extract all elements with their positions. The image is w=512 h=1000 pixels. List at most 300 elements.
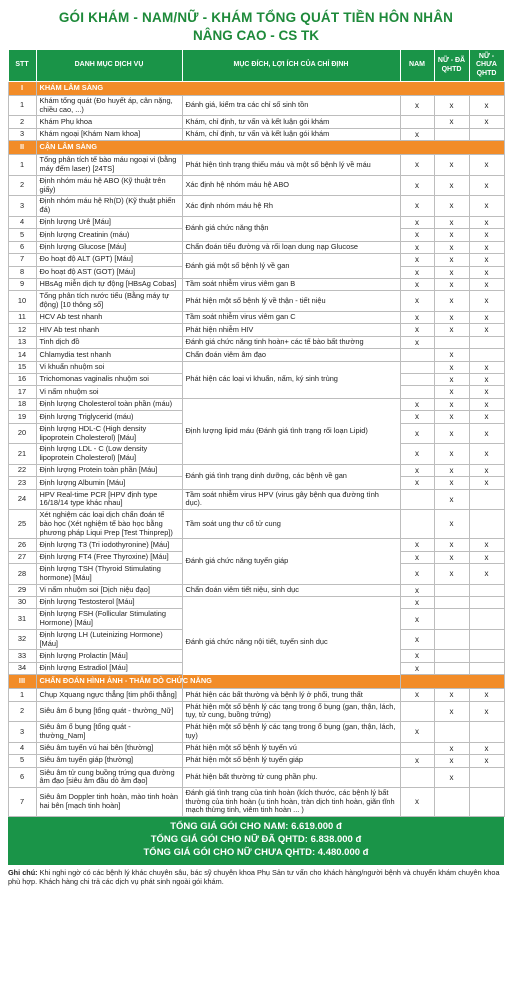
table-row	[8, 155, 504, 175]
mark-female-married: x	[434, 349, 469, 361]
mark-male: x	[400, 291, 434, 311]
mark-male: x	[400, 788, 434, 817]
purpose-cell: Đánh giá chức năng thận	[182, 216, 400, 241]
mark-female-unmarried	[469, 767, 504, 787]
mark-male	[400, 701, 434, 721]
table-row	[8, 196, 504, 216]
mark-female-unmarried	[469, 788, 504, 817]
service-name: Định lượng Creatinin (máu)	[36, 229, 182, 241]
mark-female-unmarried: x	[469, 361, 504, 373]
row-number: 33	[8, 650, 36, 662]
table-row	[8, 291, 504, 311]
row-number: 7	[8, 788, 36, 817]
mark-male: x	[400, 241, 434, 253]
mark-female-unmarried: x	[469, 564, 504, 584]
mark-female-married: x	[434, 374, 469, 386]
mark-female-unmarried: x	[469, 266, 504, 278]
row-number: 3	[8, 128, 36, 140]
mark-female-married: x	[434, 767, 469, 787]
mark-male	[400, 349, 434, 361]
row-number: 17	[8, 386, 36, 398]
service-name: Chlamydia test nhanh	[36, 349, 182, 361]
row-number: 23	[8, 477, 36, 489]
mark-female-married	[434, 336, 469, 348]
mark-female-married	[434, 629, 469, 649]
total-male: TỔNG GIÁ GÓI CHO NAM: 6.619.000 đ	[170, 821, 342, 833]
mark-male: x	[400, 196, 434, 216]
mark-female-unmarried: x	[469, 701, 504, 721]
purpose-cell: Khám, chỉ định, tư vấn và kết luận gói khám	[182, 116, 400, 128]
purpose-cell: Phát hiện một số bệnh lý tuyến vú	[182, 742, 400, 754]
table-row	[8, 241, 504, 253]
section-title: CHẨN ĐOÁN HÌNH ẢNH - THĂM DÒ CHỨC NĂNG	[36, 675, 504, 689]
purpose-cell: Đánh giá chức năng nội tiết, tuyến sinh dục	[182, 597, 400, 689]
mark-female-married: x	[434, 564, 469, 584]
service-name: Siêu âm Doppler tinh hoàn, mào tinh hoàn hai bên [mạch tinh hoàn]	[36, 788, 182, 817]
row-number: 25	[8, 510, 36, 539]
row-number: 2	[8, 701, 36, 721]
service-name: Định lượng TSH (Thyroid Stimulating hormone) [Máu]	[36, 564, 182, 584]
row-number: 4	[8, 216, 36, 228]
service-name: Đo hoạt độ AST (GOT) [Máu]	[36, 266, 182, 278]
mark-female-married: x	[434, 291, 469, 311]
header-stt: STT	[8, 50, 36, 82]
row-number: 29	[8, 584, 36, 596]
mark-male: x	[400, 175, 434, 195]
mark-male	[400, 386, 434, 398]
purpose-cell: Khám, chỉ định, tư vấn và kết luận gói khám	[182, 128, 400, 140]
service-name: Định lượng LH (Luteinizing Hormone) [Máu]	[36, 629, 182, 649]
mark-female-married	[434, 722, 469, 742]
service-name: Định lượng Albumin [Máu]	[36, 477, 182, 489]
mark-female-unmarried: x	[469, 539, 504, 551]
mark-female-married: x	[434, 196, 469, 216]
section-row	[8, 675, 504, 689]
mark-female-married: x	[434, 539, 469, 551]
mark-male: x	[400, 324, 434, 336]
mark-male: x	[400, 411, 434, 423]
mark-female-married	[434, 662, 469, 674]
section-number: II	[8, 141, 36, 155]
mark-female-unmarried: x	[469, 477, 504, 489]
service-table	[8, 49, 505, 817]
service-name: Khám ngoại [Khám Nam khoa]	[36, 128, 182, 140]
service-name: HBsAg miễn dịch tự động [HBsAg Cobas]	[36, 278, 182, 290]
mark-female-married	[434, 584, 469, 596]
mark-female-married: x	[434, 689, 469, 701]
footnote-label: Ghi chú:	[8, 867, 38, 877]
mark-male: x	[400, 689, 434, 701]
table-row	[8, 584, 504, 596]
table-row	[8, 324, 504, 336]
mark-male: x	[400, 597, 434, 609]
service-name: Đo hoạt độ ALT (GPT) [Máu]	[36, 254, 182, 266]
table-row	[8, 96, 504, 116]
table-row	[8, 539, 504, 551]
service-name: Định lượng Urê [Máu]	[36, 216, 182, 228]
row-number: 2	[8, 175, 36, 195]
section-row	[8, 82, 504, 96]
service-name: HIV Ab test nhanh	[36, 324, 182, 336]
mark-male: x	[400, 609, 434, 629]
row-number: 1	[8, 155, 36, 175]
service-name: HPV Real-time PCR [HPV định type 16/18/14 type khác nhau]	[36, 489, 182, 509]
mark-male: x	[400, 128, 434, 140]
purpose-cell: Xác định hệ nhóm máu hệ ABO	[182, 175, 400, 195]
purpose-cell: Đánh giá chức năng tinh hoàn+ các tế bào bất thường	[182, 336, 400, 348]
mark-female-married: x	[434, 551, 469, 563]
purpose-cell: Phát hiện tình trạng thiếu máu và một số bệnh lý về máu	[182, 155, 400, 175]
mark-male: x	[400, 464, 434, 476]
table-row	[8, 788, 504, 817]
row-number: 12	[8, 324, 36, 336]
purpose-cell: Tầm soát nhiễm virus viêm gan B	[182, 278, 400, 290]
mark-female-unmarried: x	[469, 398, 504, 410]
mark-female-married: x	[434, 398, 469, 410]
mark-female-married: x	[434, 755, 469, 767]
row-number: 18	[8, 398, 36, 410]
row-number: 1	[8, 96, 36, 116]
row-number: 13	[8, 336, 36, 348]
row-number: 3	[8, 722, 36, 742]
mark-male: x	[400, 629, 434, 649]
table-row	[8, 175, 504, 195]
service-name: Định lượng FSH (Follicular Stimulating Hormone) [Máu]	[36, 609, 182, 629]
purpose-cell: Chẩn đoán tiểu đường và rối loạn dung nạp Glucose	[182, 241, 400, 253]
mark-female-unmarried: x	[469, 196, 504, 216]
mark-female-married: x	[434, 216, 469, 228]
table-row	[8, 361, 504, 373]
row-number: 21	[8, 444, 36, 464]
table-row	[8, 278, 504, 290]
mark-female-married: x	[434, 229, 469, 241]
mark-female-unmarried: x	[469, 278, 504, 290]
mark-male	[400, 742, 434, 754]
footnote	[8, 868, 504, 887]
mark-female-unmarried	[469, 336, 504, 348]
purpose-cell: Chẩn đoán viêm âm đạo	[182, 349, 400, 361]
mark-female-unmarried: x	[469, 116, 504, 128]
mark-male	[400, 116, 434, 128]
footnote-text: Khi nghi ngờ có các bệnh lý khác chuyên sâu, bác sỹ chuyên khoa Phụ Sản tư vấn cho khách hàng/người bệnh và chuyển khám chuyên khoa phù hợp. Khách hàng chi trả các dịch vụ phát sinh ngoài gói khám.	[8, 867, 500, 887]
table-row	[8, 464, 504, 476]
row-number: 8	[8, 266, 36, 278]
purpose-cell: Tầm soát ung thư cổ tử cung	[182, 510, 400, 539]
mark-female-unmarried: x	[469, 175, 504, 195]
mark-male: x	[400, 662, 434, 674]
mark-male: x	[400, 722, 434, 742]
mark-male: x	[400, 311, 434, 323]
table-row	[8, 349, 504, 361]
purpose-cell: Đánh giá tình trạng dinh dưỡng, các bệnh về gan	[182, 464, 400, 489]
row-number: 10	[8, 291, 36, 311]
table-row	[8, 510, 504, 539]
row-number: 22	[8, 464, 36, 476]
mark-male: x	[400, 229, 434, 241]
purpose-cell: Phát hiện các bất thường và bệnh lý ở phổi, trung thất	[182, 689, 400, 701]
service-name: Khám tổng quát (Đo huyết áp, cân nặng, chiều cao, ...)	[36, 96, 182, 116]
section-row	[8, 141, 504, 155]
mark-female-married: x	[434, 241, 469, 253]
service-name: Định lượng Glucose [Máu]	[36, 241, 182, 253]
service-name: Siêu âm ổ bụng [tổng quát - thường_Nữ]	[36, 701, 182, 721]
mark-female-married	[434, 128, 469, 140]
row-number: 32	[8, 629, 36, 649]
mark-female-unmarried: x	[469, 386, 504, 398]
service-name: Siêu âm tử cung buồng trứng qua đường âm đạo [siêu âm đầu dò âm đạo]	[36, 767, 182, 787]
table-row	[8, 689, 504, 701]
mark-male: x	[400, 216, 434, 228]
mark-female-unmarried: x	[469, 689, 504, 701]
row-number: 16	[8, 374, 36, 386]
mark-female-married	[434, 609, 469, 629]
service-name: Định nhóm máu hệ ABO (Kỹ thuật trên giấy)	[36, 175, 182, 195]
service-name: HCV Ab test nhanh	[36, 311, 182, 323]
purpose-cell: Phát hiện một số bệnh lý các tạng trong ổ bụng (gan, thận, lách, tụy, tử cung, buồng trứng)	[182, 701, 400, 721]
mark-female-unmarried: x	[469, 311, 504, 323]
service-name: Xét nghiệm các loại dịch chẩn đoán tế bào học (Xét nghiệm tế bào học bằng phương pháp Liqui Prep [Test Thinprep])	[36, 510, 182, 539]
purpose-cell: Xác định nhóm máu hệ Rh	[182, 196, 400, 216]
mark-female-married: x	[434, 701, 469, 721]
mark-female-unmarried: x	[469, 411, 504, 423]
mark-male: x	[400, 755, 434, 767]
mark-male	[400, 489, 434, 509]
mark-female-married: x	[434, 278, 469, 290]
table-row	[8, 701, 504, 721]
row-number: 24	[8, 489, 36, 509]
service-name: Vi nấm nhuộm soi [Dịch niệu đạo]	[36, 584, 182, 596]
service-name: Định lượng Estradiol [Máu]	[36, 662, 182, 674]
service-name: Định lượng FT4 (Free Thyroxine) [Máu]	[36, 551, 182, 563]
table-row	[8, 336, 504, 348]
service-name: Siêu âm ổ bụng [tổng quát - thường_Nam]	[36, 722, 182, 742]
service-name: Định lượng Protein toàn phần [Máu]	[36, 464, 182, 476]
mark-female-unmarried: x	[469, 374, 504, 386]
mark-female-married: x	[434, 477, 469, 489]
mark-female-married: x	[434, 254, 469, 266]
mark-male	[400, 510, 434, 539]
table-row	[8, 216, 504, 228]
row-number: 5	[8, 755, 36, 767]
table-row	[8, 489, 504, 509]
mark-female-unmarried	[469, 510, 504, 539]
service-name: Định lượng T3 (Tri iodothyronine) [Máu]	[36, 539, 182, 551]
row-number: 19	[8, 411, 36, 423]
purpose-cell: Phát hiện các loại vi khuẩn, nấm, ký sinh trùng	[182, 361, 400, 398]
table-row	[8, 742, 504, 754]
row-number: 34	[8, 662, 36, 674]
row-number: 3	[8, 196, 36, 216]
mark-female-married: x	[434, 175, 469, 195]
section-title: KHÁM LÂM SÀNG	[36, 82, 504, 96]
table-header-row	[8, 50, 504, 82]
mark-male: x	[400, 278, 434, 290]
row-number: 2	[8, 116, 36, 128]
mark-female-unmarried	[469, 629, 504, 649]
mark-female-unmarried: x	[469, 291, 504, 311]
mark-female-married: x	[434, 96, 469, 116]
section-title: CẬN LÂM SÀNG	[36, 141, 504, 155]
row-number: 5	[8, 229, 36, 241]
table-row	[8, 767, 504, 787]
row-number: 30	[8, 597, 36, 609]
row-number: 31	[8, 609, 36, 629]
table-row	[8, 597, 504, 609]
total-female-unmarried: TỔNG GIÁ GÓI CHO NỮ CHƯA QHTD: 4.480.000 đ	[143, 846, 369, 858]
mark-female-married: x	[434, 742, 469, 754]
purpose-cell: Tầm soát nhiễm virus HPV (virus gây bệnh qua đường tình dục).	[182, 489, 400, 509]
purpose-cell: Đánh giá tình trạng của tinh hoàn (kích thước, các bệnh lý bất thường của tinh hoàn (u tinh hoàn, tràn dịch tinh hoàn, giãn tĩnh mạch thừng tinh, viêm tinh hoàn ... )	[182, 788, 400, 817]
mark-female-married: x	[434, 116, 469, 128]
mark-female-unmarried: x	[469, 241, 504, 253]
section-number: I	[8, 82, 36, 96]
table-row	[8, 311, 504, 323]
header-female-married: NỮ - ĐÃ QHTD	[434, 50, 469, 82]
mark-female-unmarried	[469, 722, 504, 742]
mark-female-married: x	[434, 386, 469, 398]
mark-female-unmarried: x	[469, 155, 504, 175]
mark-male: x	[400, 423, 434, 443]
service-name: Định lượng Testosterol [Máu]	[36, 597, 182, 609]
title-line-1: GÓI KHÁM - NAM/NỮ - KHÁM TỔNG QUÁT TIỀN HÔN NHÂN	[58, 10, 454, 25]
header-purpose: MỤC ĐÍCH, LỢI ÍCH CỦA CHỈ ĐỊNH	[182, 50, 400, 82]
header-female-unmarried: NỮ - CHƯA QHTD	[469, 50, 504, 82]
mark-male: x	[400, 584, 434, 596]
mark-female-unmarried: x	[469, 742, 504, 754]
mark-female-unmarried	[469, 597, 504, 609]
row-number: 9	[8, 278, 36, 290]
mark-female-unmarried	[469, 128, 504, 140]
mark-male: x	[400, 477, 434, 489]
service-name: Tổng phân tích tế bào máu ngoại vi (bằng máy đếm laser) [24TS]	[36, 155, 182, 175]
mark-female-unmarried	[469, 609, 504, 629]
service-name: Định lượng Triglycerid (máu)	[36, 411, 182, 423]
service-name: Vi nấm nhuộm soi	[36, 386, 182, 398]
purpose-cell: Đánh giá, kiểm tra các chỉ số sinh tồn	[182, 96, 400, 116]
row-number: 20	[8, 423, 36, 443]
totals-block	[8, 817, 504, 864]
purpose-cell: Chẩn đoán viêm tiết niệu, sinh dục	[182, 584, 400, 596]
mark-female-married	[434, 597, 469, 609]
row-number: 15	[8, 361, 36, 373]
purpose-cell: Đánh giá chức năng tuyến giáp	[182, 539, 400, 584]
mark-female-unmarried	[469, 349, 504, 361]
mark-female-unmarried: x	[469, 254, 504, 266]
mark-male: x	[400, 155, 434, 175]
purpose-cell: Phát hiện một số bệnh lý tuyến giáp	[182, 755, 400, 767]
purpose-cell: Phát hiện một số bệnh lý về thận - tiết niệu	[182, 291, 400, 311]
purpose-cell: Tầm soát nhiễm virus viêm gan C	[182, 311, 400, 323]
mark-female-unmarried: x	[469, 444, 504, 464]
service-name: Khám Phụ khoa	[36, 116, 182, 128]
service-name: Vi khuẩn nhuộm soi	[36, 361, 182, 373]
service-name: Tinh dịch đồ	[36, 336, 182, 348]
purpose-cell: Phát hiện bất thường tử cung phần phụ.	[182, 767, 400, 787]
mark-male	[400, 767, 434, 787]
table-row	[8, 254, 504, 266]
mark-female-married: x	[434, 423, 469, 443]
mark-female-unmarried: x	[469, 229, 504, 241]
service-name: Định lượng Prolactin [Máu]	[36, 650, 182, 662]
service-name: Định lượng Cholesterol toàn phần (máu)	[36, 398, 182, 410]
service-name: Siêu âm tuyến vú hai bên [thường]	[36, 742, 182, 754]
purpose-cell: Đánh giá một số bệnh lý về gan	[182, 254, 400, 279]
header-male: NAM	[400, 50, 434, 82]
table-row	[8, 116, 504, 128]
section-number: III	[8, 675, 36, 689]
table-body	[8, 82, 504, 817]
service-name: Chụp Xquang ngực thẳng [tim phổi thẳng]	[36, 689, 182, 701]
mark-female-unmarried	[469, 489, 504, 509]
service-name: Định lượng LDL - C (Low density lipoprotein Cholesterol) [Máu]	[36, 444, 182, 464]
mark-female-unmarried: x	[469, 324, 504, 336]
mark-female-married: x	[434, 411, 469, 423]
mark-male: x	[400, 254, 434, 266]
mark-female-unmarried: x	[469, 423, 504, 443]
mark-female-married: x	[434, 444, 469, 464]
mark-male: x	[400, 336, 434, 348]
mark-female-married: x	[434, 464, 469, 476]
service-name: Tổng phân tích nước tiểu (Bằng máy tự động) [10 thông số]	[36, 291, 182, 311]
mark-male: x	[400, 266, 434, 278]
total-female-married: TỔNG GIÁ GÓI CHO NỮ ĐÃ QHTD: 6.838.000 đ	[150, 834, 362, 846]
mark-male: x	[400, 650, 434, 662]
mark-male: x	[400, 96, 434, 116]
row-number: 6	[8, 767, 36, 787]
mark-female-unmarried: x	[469, 464, 504, 476]
mark-female-unmarried	[469, 650, 504, 662]
header-service: DANH MỤC DỊCH VỤ	[36, 50, 182, 82]
mark-male	[400, 374, 434, 386]
table-row	[8, 722, 504, 742]
mark-female-married: x	[434, 155, 469, 175]
mark-female-married: x	[434, 266, 469, 278]
mark-female-unmarried: x	[469, 96, 504, 116]
mark-female-unmarried: x	[469, 551, 504, 563]
purpose-cell: Định lượng lipid máu (Đánh giá tình trạng rối loạn Lipid)	[182, 398, 400, 464]
row-number: 1	[8, 689, 36, 701]
mark-male: x	[400, 444, 434, 464]
mark-male: x	[400, 539, 434, 551]
service-name: Định nhóm máu hệ Rh(D) (Kỹ thuật phiến đá)	[36, 196, 182, 216]
purpose-cell: Phát hiện một số bệnh lý các tạng trong ổ bụng (gan, thận, lách, tụy)	[182, 722, 400, 742]
row-number: 6	[8, 241, 36, 253]
mark-female-married: x	[434, 510, 469, 539]
mark-female-unmarried	[469, 584, 504, 596]
mark-male: x	[400, 564, 434, 584]
mark-male	[400, 361, 434, 373]
row-number: 26	[8, 539, 36, 551]
row-number: 28	[8, 564, 36, 584]
row-number: 14	[8, 349, 36, 361]
purpose-cell: Phát hiện nhiễm HIV	[182, 324, 400, 336]
table-row	[8, 398, 504, 410]
row-number: 27	[8, 551, 36, 563]
table-row	[8, 755, 504, 767]
page-title	[0, 0, 512, 49]
service-name: Định lượng HDL-C (High density lipoprotein Cholesterol) [Máu]	[36, 423, 182, 443]
mark-female-unmarried	[469, 662, 504, 674]
service-name: Trichomonas vaginalis nhuộm soi	[36, 374, 182, 386]
mark-female-unmarried: x	[469, 216, 504, 228]
row-number: 11	[8, 311, 36, 323]
service-name: Siêu âm tuyến giáp [thường]	[36, 755, 182, 767]
title-line-2: NÂNG CAO - CS TK	[193, 28, 319, 43]
mark-female-married	[434, 788, 469, 817]
mark-female-married	[434, 650, 469, 662]
mark-female-unmarried: x	[469, 755, 504, 767]
mark-male: x	[400, 398, 434, 410]
